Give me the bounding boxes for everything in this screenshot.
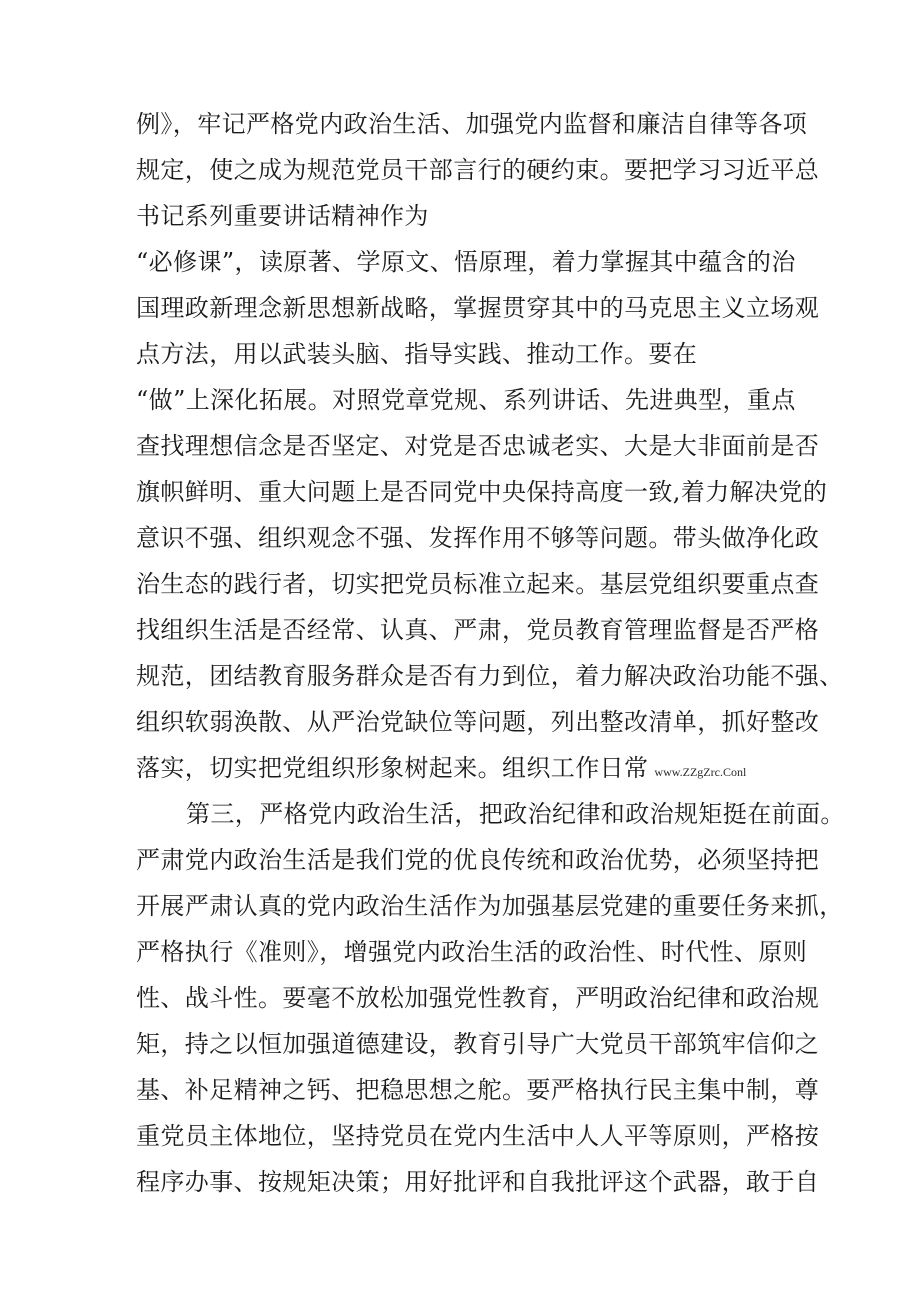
text-line-15-content: 落实，切实把党组织形象树起来。组织工作日常 [136,754,649,782]
text-line-10: 意识不强、组织观念不强、发挥作用不够等问题。带头做净化政 [136,524,820,552]
text-line-12: 找组织生活是否经常、认真、严肃，党员教育管理监督是否严格 [136,616,820,644]
text-line-2: 规定，使之成为规范党员干部言行的硬约束。要把学习习近平总 [136,156,820,184]
text-line-21: 矩，持之以恒加强道德建设，教育引导广大党员干部筑牢信仰之 [136,1030,820,1058]
text-line-23: 重党员主体地位，坚持党员在党内生活中人人平等原则，严格按 [136,1122,820,1150]
text-line-18: 开展严肃认真的党内政治生活作为加强基层党建的重要任务来抓， [136,892,844,920]
text-line-6: 点方法，用以武装头脑、指导实践、推动工作。要在 [136,340,698,368]
text-line-8: 查找理想信念是否坚定、对党是否忠诚老实、大是大非面前是否 [136,432,820,460]
text-line-11: 治生态的践行者，切实把党员标准立起来。基层党组织要重点查 [136,570,820,598]
text-line-22: 基、补足精神之钙、把稳思想之舵。要严格执行民主集中制，尊 [136,1076,820,1104]
text-line-3: 书记系列重要讲话精神作为 [136,202,429,230]
text-line-9: 旗帜鲜明、重大问题上是否同党中央保持高度一致,着力解决党的 [136,478,828,506]
text-line-13: 规范，团结教育服务群众是否有力到位，着力解决政治功能不强、 [136,662,844,690]
text-line-4: “必修课”，读原著、学原文、悟原理，着力掌握其中蕴含的治 [136,248,796,276]
text-line-24: 程序办事、按规矩决策；用好批评和自我批评这个武器，敢于自 [136,1168,820,1196]
text-line-14: 组织软弱涣散、从严治党缺位等问题，列出整改清单，抓好整改 [136,708,820,736]
text-line-17: 严肃党内政治生活是我们党的优良传统和政治优势，必须坚持把 [136,846,820,874]
text-line-5: 国理政新理念新思想新战略，掌握贯穿其中的马克思主义立场观 [136,294,820,322]
text-line-7: “做”上深化拓展。对照党章党规、系列讲话、先进典型，重点 [136,386,796,414]
text-line-16: 第三，严格党内政治生活，把政治纪律和政治规矩挺在前面。 [186,800,845,828]
text-line-20: 性、战斗性。要毫不放松加强党性教育，严明政治纪律和政治规 [136,984,820,1012]
text-line-1: 例》，牢记严格党内政治生活、加强党内监督和廉洁自律等各项 [136,110,808,138]
text-line-15 [136,748,746,788]
watermark-text: www.ZZgZrc.Conl [654,765,747,779]
text-line-19: 严格执行《准则》，增强党内政治生活的政治性、时代性、原则 [136,938,808,966]
